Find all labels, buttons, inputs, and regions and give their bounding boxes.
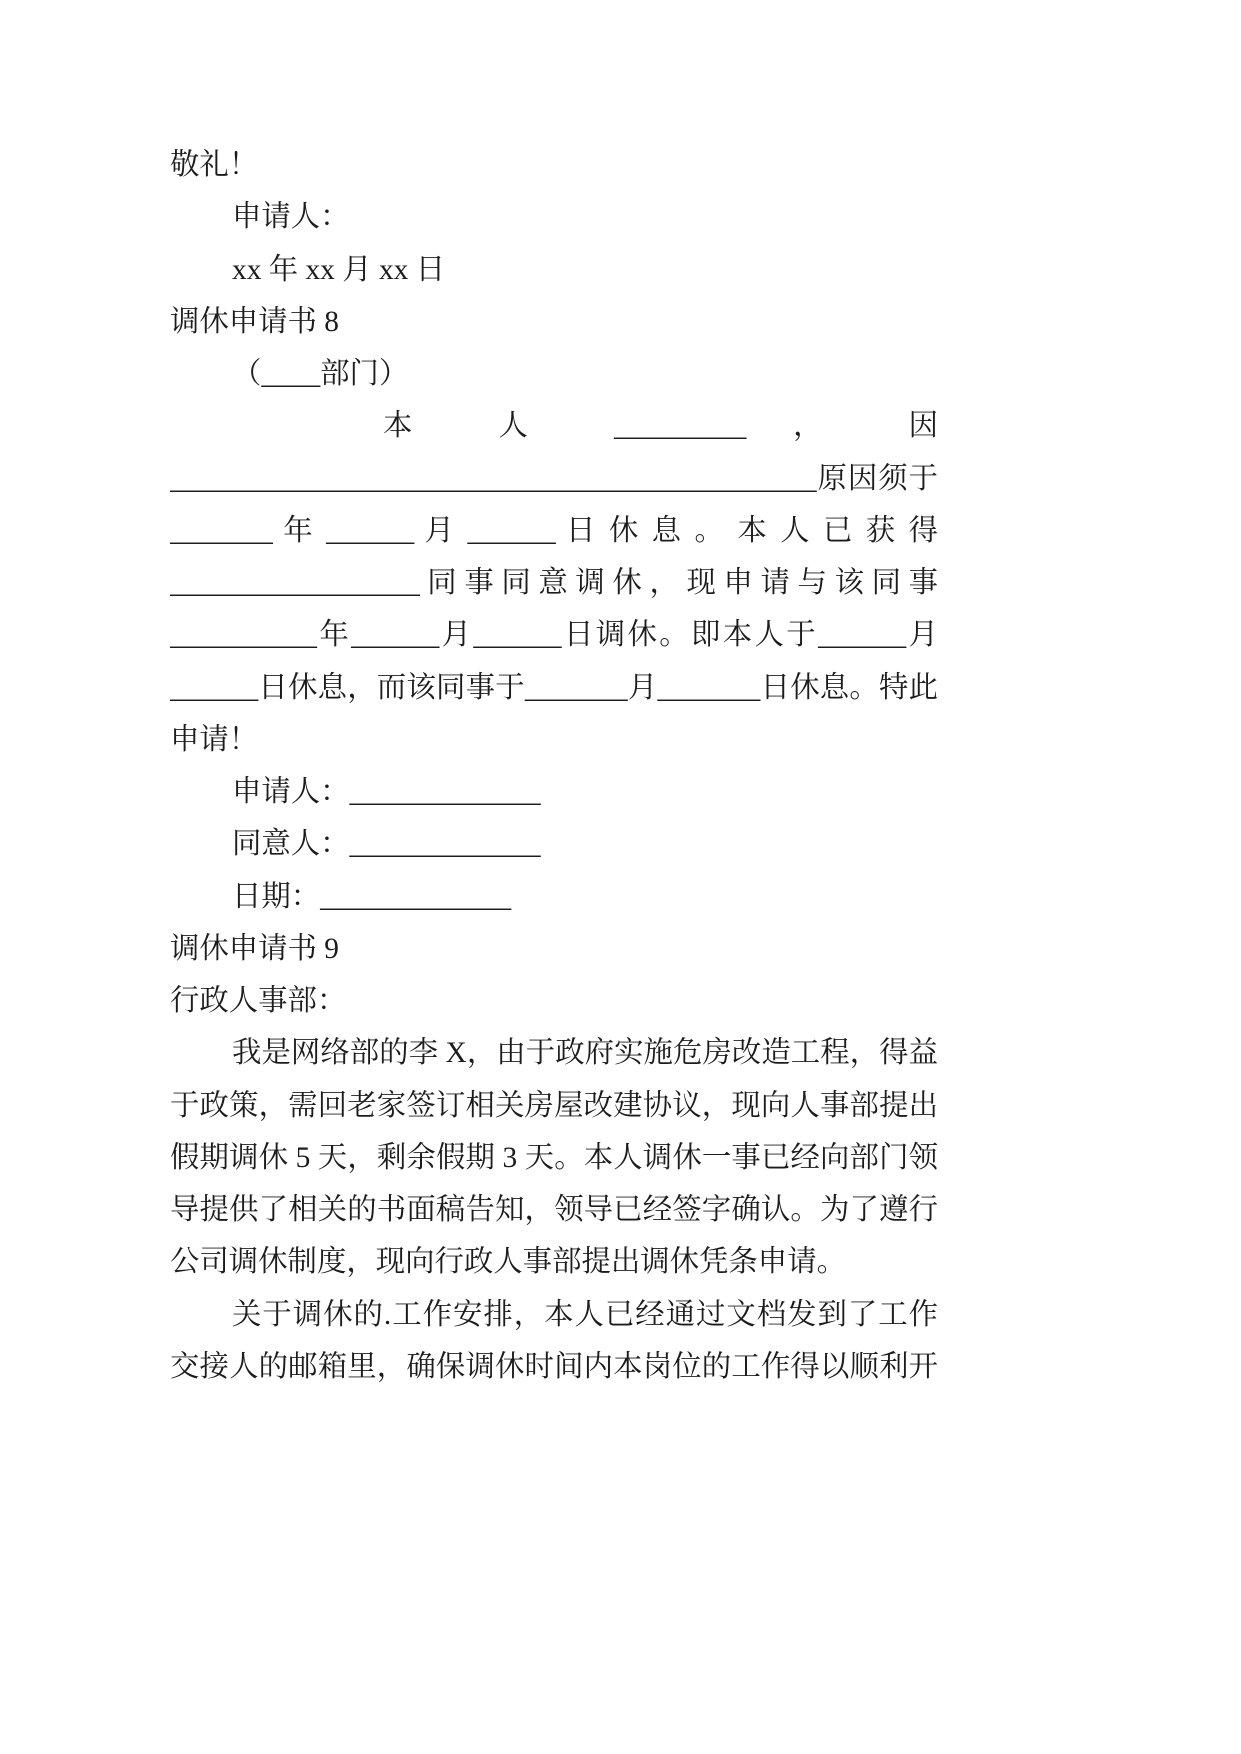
form-9-title: 调休申请书 9 <box>170 932 339 965</box>
form-9-paragraph-1-line: 导提供了相关的书面稿告知，领导已经签字确认。为了遵行 <box>170 1194 938 1226</box>
form-9-paragraph-1-line: 假期调休 5 天，剩余假期 3 天。本人调休一事已经向部门领 <box>170 1141 938 1174</box>
form-8-applicant-field: 申请人：_____________ <box>232 776 541 808</box>
form-9-paragraph-1-line: 我是网络部的李 X，由于政府实施危房改造工程，得益 <box>232 1037 938 1070</box>
form-8-body-line: _________________ 同 事 同 意 调 休 ， 现 申 请 与 该 同 事 <box>170 567 938 599</box>
form-9-paragraph-2-line: 关于调休的.工作安排，本人已经通过文档发到了工作 <box>232 1298 938 1331</box>
form-8-body-line: ______日休息，而该同事于_______月_______日休息。特此 <box>170 671 938 704</box>
form-8-body-line: 申请！ <box>170 723 259 756</box>
signature-date: xx 年 xx 月 xx 日 <box>232 253 446 286</box>
form-8-body-line: _______ 年 ______ 月 ______ 日 休 息 。 本 人 已 获 得 <box>170 514 938 547</box>
form-8-body-line: ____________________________________________原因须于 <box>170 462 938 495</box>
form-8-title: 调休申请书 8 <box>170 305 339 338</box>
form-9-paragraph-2-line: 交接人的邮箱里，确保调休时间内本岗位的工作得以顺利开 <box>170 1350 938 1383</box>
form-8-approver-field: 同意人：_____________ <box>232 828 541 861</box>
form-9-paragraph-1-line: 于政策，需回老家签订相关房屋改建协议，现向人事部提出 <box>170 1089 938 1122</box>
applicant-signature-label: 申请人： <box>232 201 350 234</box>
closing-salutation: 敬礼！ <box>170 149 259 181</box>
document-body <box>170 139 938 1393</box>
form-8-body-line: 本 人 _________ ， 因 <box>383 410 938 443</box>
form-9-paragraph-1-line: 公司调休制度，现向行政人事部提出调休凭条申请。 <box>170 1246 846 1279</box>
form-8-department: （____部门） <box>232 358 409 390</box>
form-9-recipient: 行政人事部： <box>170 985 347 1017</box>
form-8-date-field: 日期：_____________ <box>232 880 512 913</box>
form-8-body-line: __________年______月______日调休。即本人于______月 <box>170 619 938 652</box>
